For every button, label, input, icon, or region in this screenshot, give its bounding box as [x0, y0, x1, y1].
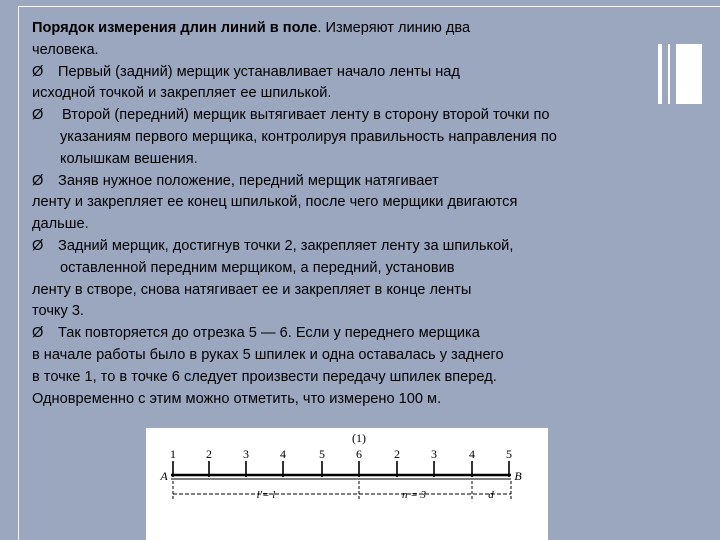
- bullet-line: [32, 171, 692, 193]
- pin-number-label: 5: [319, 447, 325, 461]
- line-text: точку 3.: [32, 303, 84, 320]
- bullet-arrow-icon: Ø: [32, 237, 44, 254]
- text-line: [32, 389, 692, 411]
- measurement-diagram: [146, 428, 548, 540]
- frame-line-left: [18, 6, 19, 540]
- line-text: Одновременно с этим можно отметить, что измерено 100 м.: [32, 390, 442, 407]
- span-end-label: d: [488, 489, 494, 501]
- pin-number-label: 1: [170, 447, 176, 461]
- pin-number-label: 5: [506, 447, 512, 461]
- span-left-label: l'= l: [256, 489, 276, 501]
- line-text: оставленной передним мерщиком, а передний, установив: [60, 259, 455, 276]
- paragraph-lines: [32, 40, 692, 411]
- pin-number-label: 2: [394, 447, 400, 461]
- bullet-arrow-icon: Ø: [32, 325, 44, 342]
- bullet-line: [32, 62, 692, 84]
- text-line: [32, 367, 692, 389]
- line-text: Первый (задний) мерщик устанавливает начало ленты над: [58, 63, 460, 80]
- pin-number-label: 4: [280, 447, 286, 461]
- text-line: [32, 280, 692, 302]
- text-line: [32, 83, 692, 105]
- bullet-line: [32, 105, 692, 127]
- line-text: дальше.: [32, 216, 89, 233]
- line-text: в начале работы было в руках 5 шпилек и одна оставалась у заднего: [32, 346, 504, 363]
- text-line: [32, 192, 692, 214]
- line-text: человека.: [32, 41, 99, 58]
- pin-number-label: 6: [356, 447, 362, 461]
- line-text: Заняв нужное положение, передний мерщик натягивает: [58, 172, 439, 189]
- text-line: [32, 40, 692, 62]
- text-line: [32, 258, 692, 280]
- pin-number-label: 3: [431, 447, 437, 461]
- pin-number-label: 4: [469, 447, 475, 461]
- line-text: в точке 1, то в точке 6 следует произвести передачу шпилек вперед.: [32, 368, 497, 385]
- text-line: [32, 345, 692, 367]
- text-line: [32, 301, 692, 323]
- bullet-arrow-icon: Ø: [32, 63, 44, 80]
- text-line: [32, 214, 692, 236]
- point-a-label: A: [160, 469, 168, 483]
- line-text: исходной точкой и закрепляет ее шпилькой.: [32, 85, 332, 102]
- slide-title: Порядок измерения длин линий в поле: [32, 20, 318, 36]
- diagram-svg: [146, 428, 548, 540]
- line-text: ленту в створе, снова натягивает ее и закрепляет в конце ленты: [32, 281, 472, 298]
- point-b-label: B: [514, 469, 522, 483]
- diagram-caption: (1): [352, 431, 366, 445]
- bullet-arrow-icon: Ø: [32, 172, 44, 189]
- bullet-line: [32, 323, 692, 345]
- span-right-label: n = 3: [402, 489, 426, 501]
- bullet-arrow-icon: Ø: [32, 107, 44, 124]
- frame-line-top: [18, 6, 720, 7]
- line-text: ленту и закрепляет ее конец шпилькой, после чего мерщики двигаются: [32, 194, 518, 211]
- text-line: [32, 149, 692, 171]
- pin-number-label: 3: [243, 447, 249, 461]
- text-line: [32, 127, 692, 149]
- body-text: [32, 18, 692, 410]
- title-continuation: . Измеряют линию два: [317, 20, 471, 36]
- line-text: Второй (передний) мерщик вытягивает ленту в сторону второй точки по: [58, 107, 550, 124]
- bullet-line: [32, 236, 692, 258]
- title-line: [32, 18, 692, 40]
- line-text: Так повторяется до отрезка 5 — 6. Если у переднего мерщика: [58, 325, 480, 342]
- line-text: указаниям первого мерщика, контролируя правильность направления по: [60, 128, 557, 145]
- line-text: Задний мерщик, достигнув точки 2, закрепляет ленту за шпилькой,: [58, 237, 514, 254]
- pin-number-label: 2: [206, 447, 212, 461]
- line-text: колышкам вешения.: [60, 150, 198, 167]
